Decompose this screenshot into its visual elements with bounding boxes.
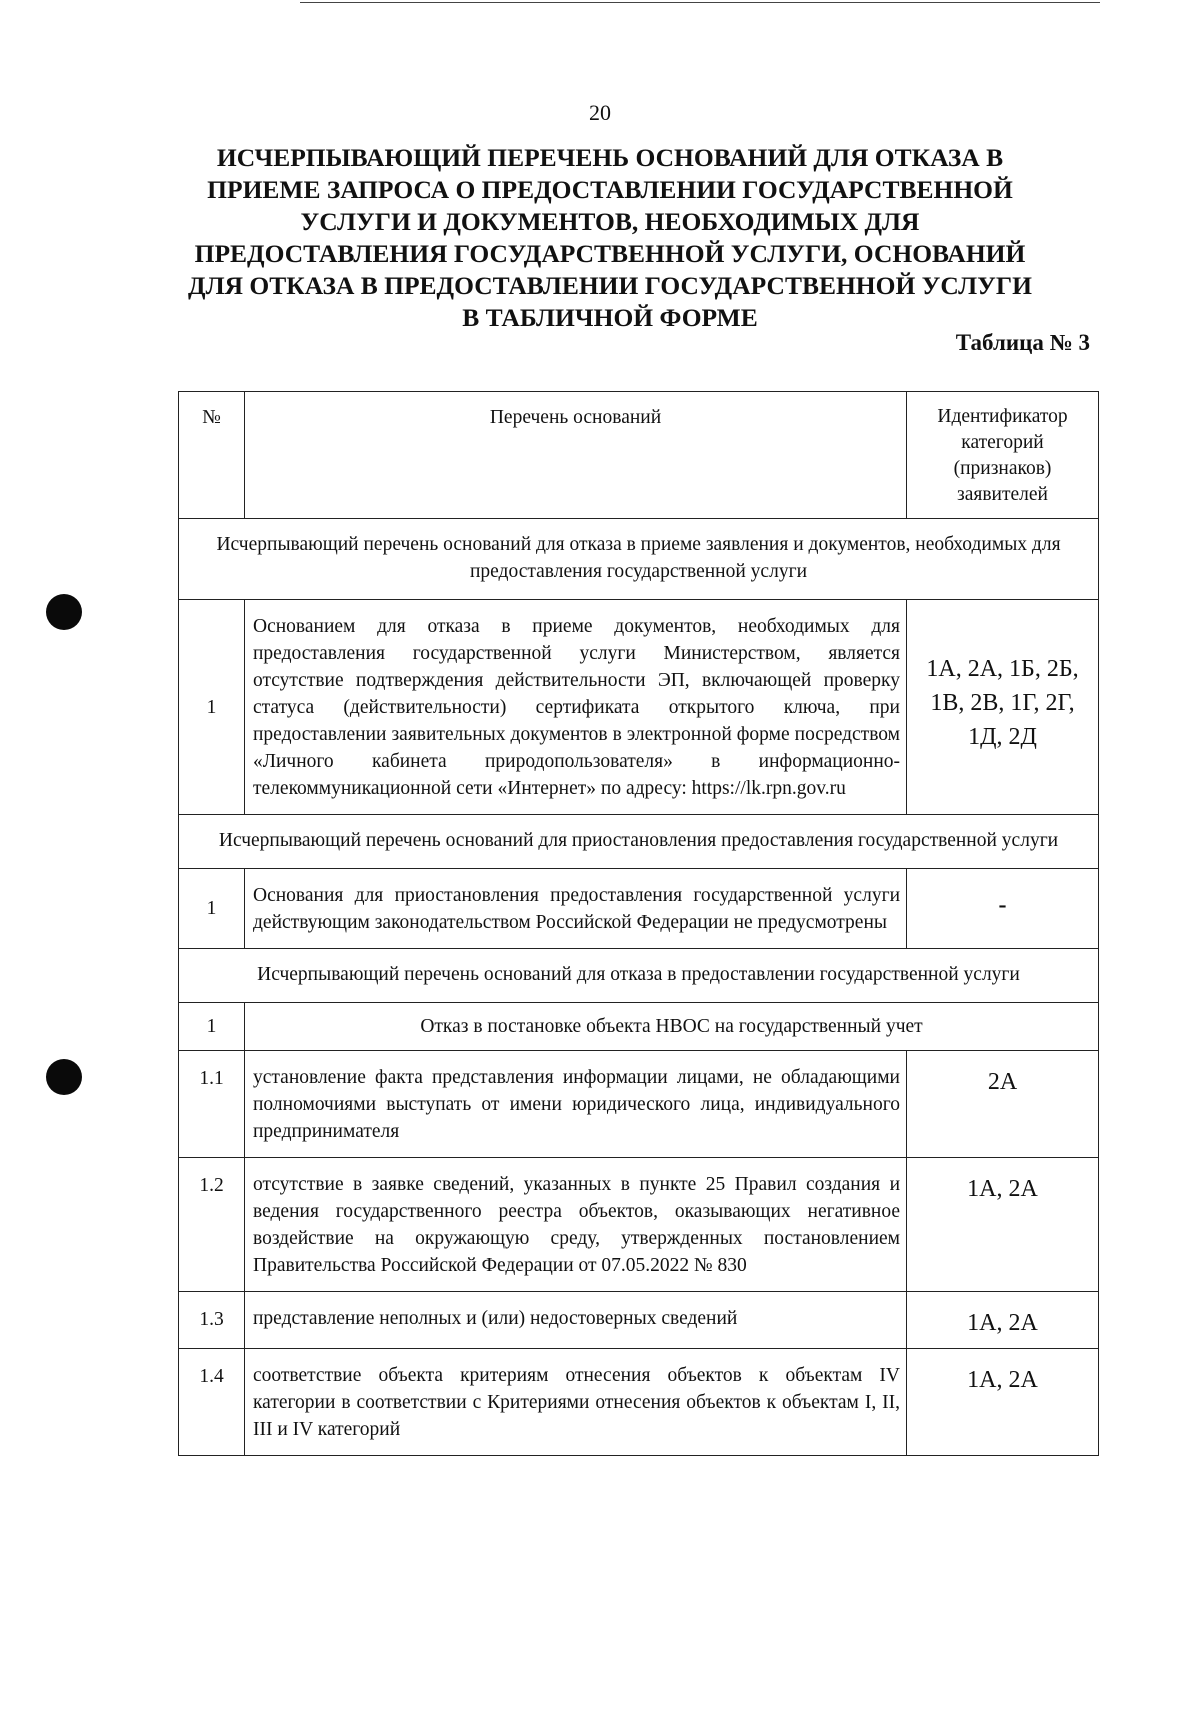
section-row bbox=[179, 519, 1099, 600]
group-number: 1 bbox=[179, 1003, 245, 1051]
table-row bbox=[179, 869, 1099, 949]
row-identifier: 1А, 2А bbox=[907, 1158, 1099, 1292]
row-number: 1.3 bbox=[179, 1292, 245, 1349]
row-text: представление неполных и (или) недостоверных сведений bbox=[245, 1292, 907, 1349]
section-title: Исчерпывающий перечень оснований для отказа в предоставлении государственной услуги bbox=[179, 949, 1099, 1003]
row-identifier: 1А, 2А, 1Б, 2Б, 1В, 2В, 1Г, 2Г, 1Д, 2Д bbox=[907, 600, 1099, 815]
title-line: ИСЧЕРПЫВАЮЩИЙ ПЕРЕЧЕНЬ ОСНОВАНИЙ ДЛЯ ОТКАЗА В bbox=[216, 143, 1004, 172]
row-text: Основания для приостановления предоставления государственной услуги действующим законодательством Российской Федерации не предусмотрены bbox=[245, 869, 907, 949]
table-row bbox=[179, 600, 1099, 815]
section-title: Исчерпывающий перечень оснований для приостановления предоставления государственной услуги bbox=[179, 815, 1099, 869]
title-line: ПРИЕМЕ ЗАПРОСА О ПРЕДОСТАВЛЕНИИ ГОСУДАРСТВЕННОЙ bbox=[207, 175, 1013, 204]
row-number: 1 bbox=[179, 600, 245, 815]
title-line: ДЛЯ ОТКАЗА В ПРЕДОСТАВЛЕНИИ ГОСУДАРСТВЕННОЙ УСЛУГИ bbox=[188, 271, 1032, 300]
title-line: В ТАБЛИЧНОЙ ФОРМЕ bbox=[462, 303, 758, 332]
hole-punch-mark bbox=[46, 1059, 82, 1095]
header-number: № bbox=[179, 392, 245, 519]
row-number: 1 bbox=[179, 869, 245, 949]
title-line: УСЛУГИ И ДОКУМЕНТОВ, НЕОБХОДИМЫХ ДЛЯ bbox=[300, 207, 920, 236]
section-row bbox=[179, 815, 1099, 869]
scan-top-rule bbox=[300, 2, 1100, 3]
row-number: 1.4 bbox=[179, 1349, 245, 1456]
row-identifier: - bbox=[907, 869, 1099, 949]
table-row bbox=[179, 1349, 1099, 1456]
section-row bbox=[179, 949, 1099, 1003]
title-line: ПРЕДОСТАВЛЕНИЯ ГОСУДАРСТВЕННОЙ УСЛУГИ, ОСНОВАНИЙ bbox=[194, 239, 1026, 268]
row-number: 1.2 bbox=[179, 1158, 245, 1292]
hole-punch-mark bbox=[46, 594, 82, 630]
grounds-table bbox=[178, 391, 1099, 1456]
table-header-row bbox=[179, 392, 1099, 519]
row-identifier: 2А bbox=[907, 1051, 1099, 1158]
row-number: 1.1 bbox=[179, 1051, 245, 1158]
table-row bbox=[179, 1158, 1099, 1292]
group-title: Отказ в постановке объекта НВОС на государственный учет bbox=[245, 1003, 1099, 1051]
row-identifier: 1А, 2А bbox=[907, 1349, 1099, 1456]
row-identifier: 1А, 2А bbox=[907, 1292, 1099, 1349]
header-identifier: Идентификатор категорий (признаков) заявителей bbox=[907, 392, 1099, 519]
table-row bbox=[179, 1292, 1099, 1349]
table-row bbox=[179, 1051, 1099, 1158]
row-text: Основанием для отказа в приеме документов, необходимых для предоставления государственной услуги Министерством, является отсутствие подтверждения действительности ЭП, включающей проверку статуса (действительности) сертификата открытого ключа, при предоставлении заявительных документов в электронной форме посредством «Личного кабинета природопользователя» в информационно-телекоммуникационной сети «Интернет» по адресу: https://lk.rpn.gov.ru bbox=[245, 600, 907, 815]
section-title: Исчерпывающий перечень оснований для отказа в приеме заявления и документов, необходимых для предоставления государственной услуги bbox=[179, 519, 1099, 600]
page-number: 20 bbox=[589, 100, 611, 125]
table-label: Таблица № 3 bbox=[955, 330, 1090, 355]
group-row bbox=[179, 1003, 1099, 1051]
header-reasons: Перечень оснований bbox=[245, 392, 907, 519]
row-text: соответствие объекта критериям отнесения объектов к объектам IV категории в соответствии с Критериями отнесения объектов к объектам I, II, III и IV категорий bbox=[245, 1349, 907, 1456]
document-title bbox=[150, 142, 1070, 334]
row-text: отсутствие в заявке сведений, указанных в пункте 25 Правил создания и ведения государственного реестра объектов, оказывающих негативное воздействие на окружающую среду, утвержденных постановлением Правительства Российской Федерации от 07.05.2022 № 830 bbox=[245, 1158, 907, 1292]
row-text: установление факта представления информации лицами, не обладающими полномочиями выступать от имени юридического лица, индивидуального предпринимателя bbox=[245, 1051, 907, 1158]
